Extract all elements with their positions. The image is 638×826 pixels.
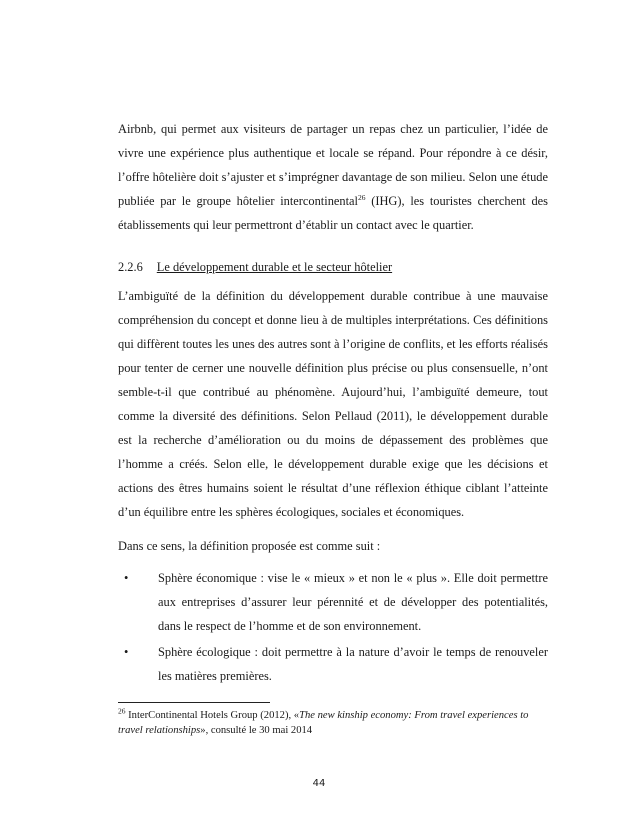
paragraph-airbnb xyxy=(118,117,548,237)
bullet-text: Sphère écologique : doit permettre à la nature d’avoir le temps de renouveler les matières premières. xyxy=(158,645,548,683)
page-number: 44 xyxy=(312,778,326,789)
footnote-separator xyxy=(118,702,270,703)
footnote xyxy=(118,708,548,738)
bullet-icon: • xyxy=(124,571,129,585)
bullet-text: Sphère économique : vise le « mieux » et non le « plus ». Elle doit permettre aux entreprises d’assurer leur pérennité et de développer des potentialités, dans le respect de l’homme et de son environnement. xyxy=(158,571,548,633)
footnote-text-end: », consulté le 30 mai 2014 xyxy=(200,725,313,736)
paragraph-intro-definition: Dans ce sens, la définition proposée est comme suit : xyxy=(118,539,381,553)
footnote-text: InterContinental Hotels Group (2012), « xyxy=(125,710,300,721)
paragraph-airbnb-text-end: (IHG), les touristes cherchent des établissements qui leur permettront d’établir un contact avec le quartier. xyxy=(118,194,548,232)
section-number: 2.2.6 xyxy=(118,260,143,274)
section-title: Le développement durable et le secteur hôtelier xyxy=(156,260,393,274)
paragraph-airbnb-text: Airbnb, qui permet aux visiteurs de partager un repas chez un particulier, l’idée de vivre une expérience plus authentique et locale se répand. Pour répondre à ce désir, l’offre hôtelière doit s’ajuster et s’imprégner davantage de son milieu. Selon une étude publiée par le groupe hôtelier intercontinental xyxy=(118,122,548,208)
section-heading xyxy=(118,257,548,277)
footnote-title: The new kinship economy: From travel experiences to travel relationships xyxy=(118,710,529,736)
footnote-reference[interactable]: 26 xyxy=(357,192,366,202)
bullet-icon: • xyxy=(124,645,129,659)
footnote-number: 26 xyxy=(118,706,126,716)
paragraph-ambiguity: L’ambiguïté de la définition du développement durable contribue à une mauvaise compréhension du concept et donne lieu à de multiples interprétations. Ces définitions qui diffèrent toutes les unes des autres sont à l’origine de conflits, et les efforts réalisés pour tenter de cerner une nouvelle définition plus précise ou plus consensuelle, n’ont semble-t-il que contribué au phénomène. Aujourd’hui, l’ambiguïté demeure, tout comme la diversité des définitions. Selon Pellaud (2011), le développement durable est la recherche d’amélioration ou du moins de dépassement des problèmes que l’homme a créés. Selon elle, le développement durable exige que les décisions et actions des êtres humains soient le résultat d’une réflexion éthique ciblant l’atteinte d’un équilibre entre les sphères écologiques, sociales et économiques. xyxy=(118,289,548,519)
